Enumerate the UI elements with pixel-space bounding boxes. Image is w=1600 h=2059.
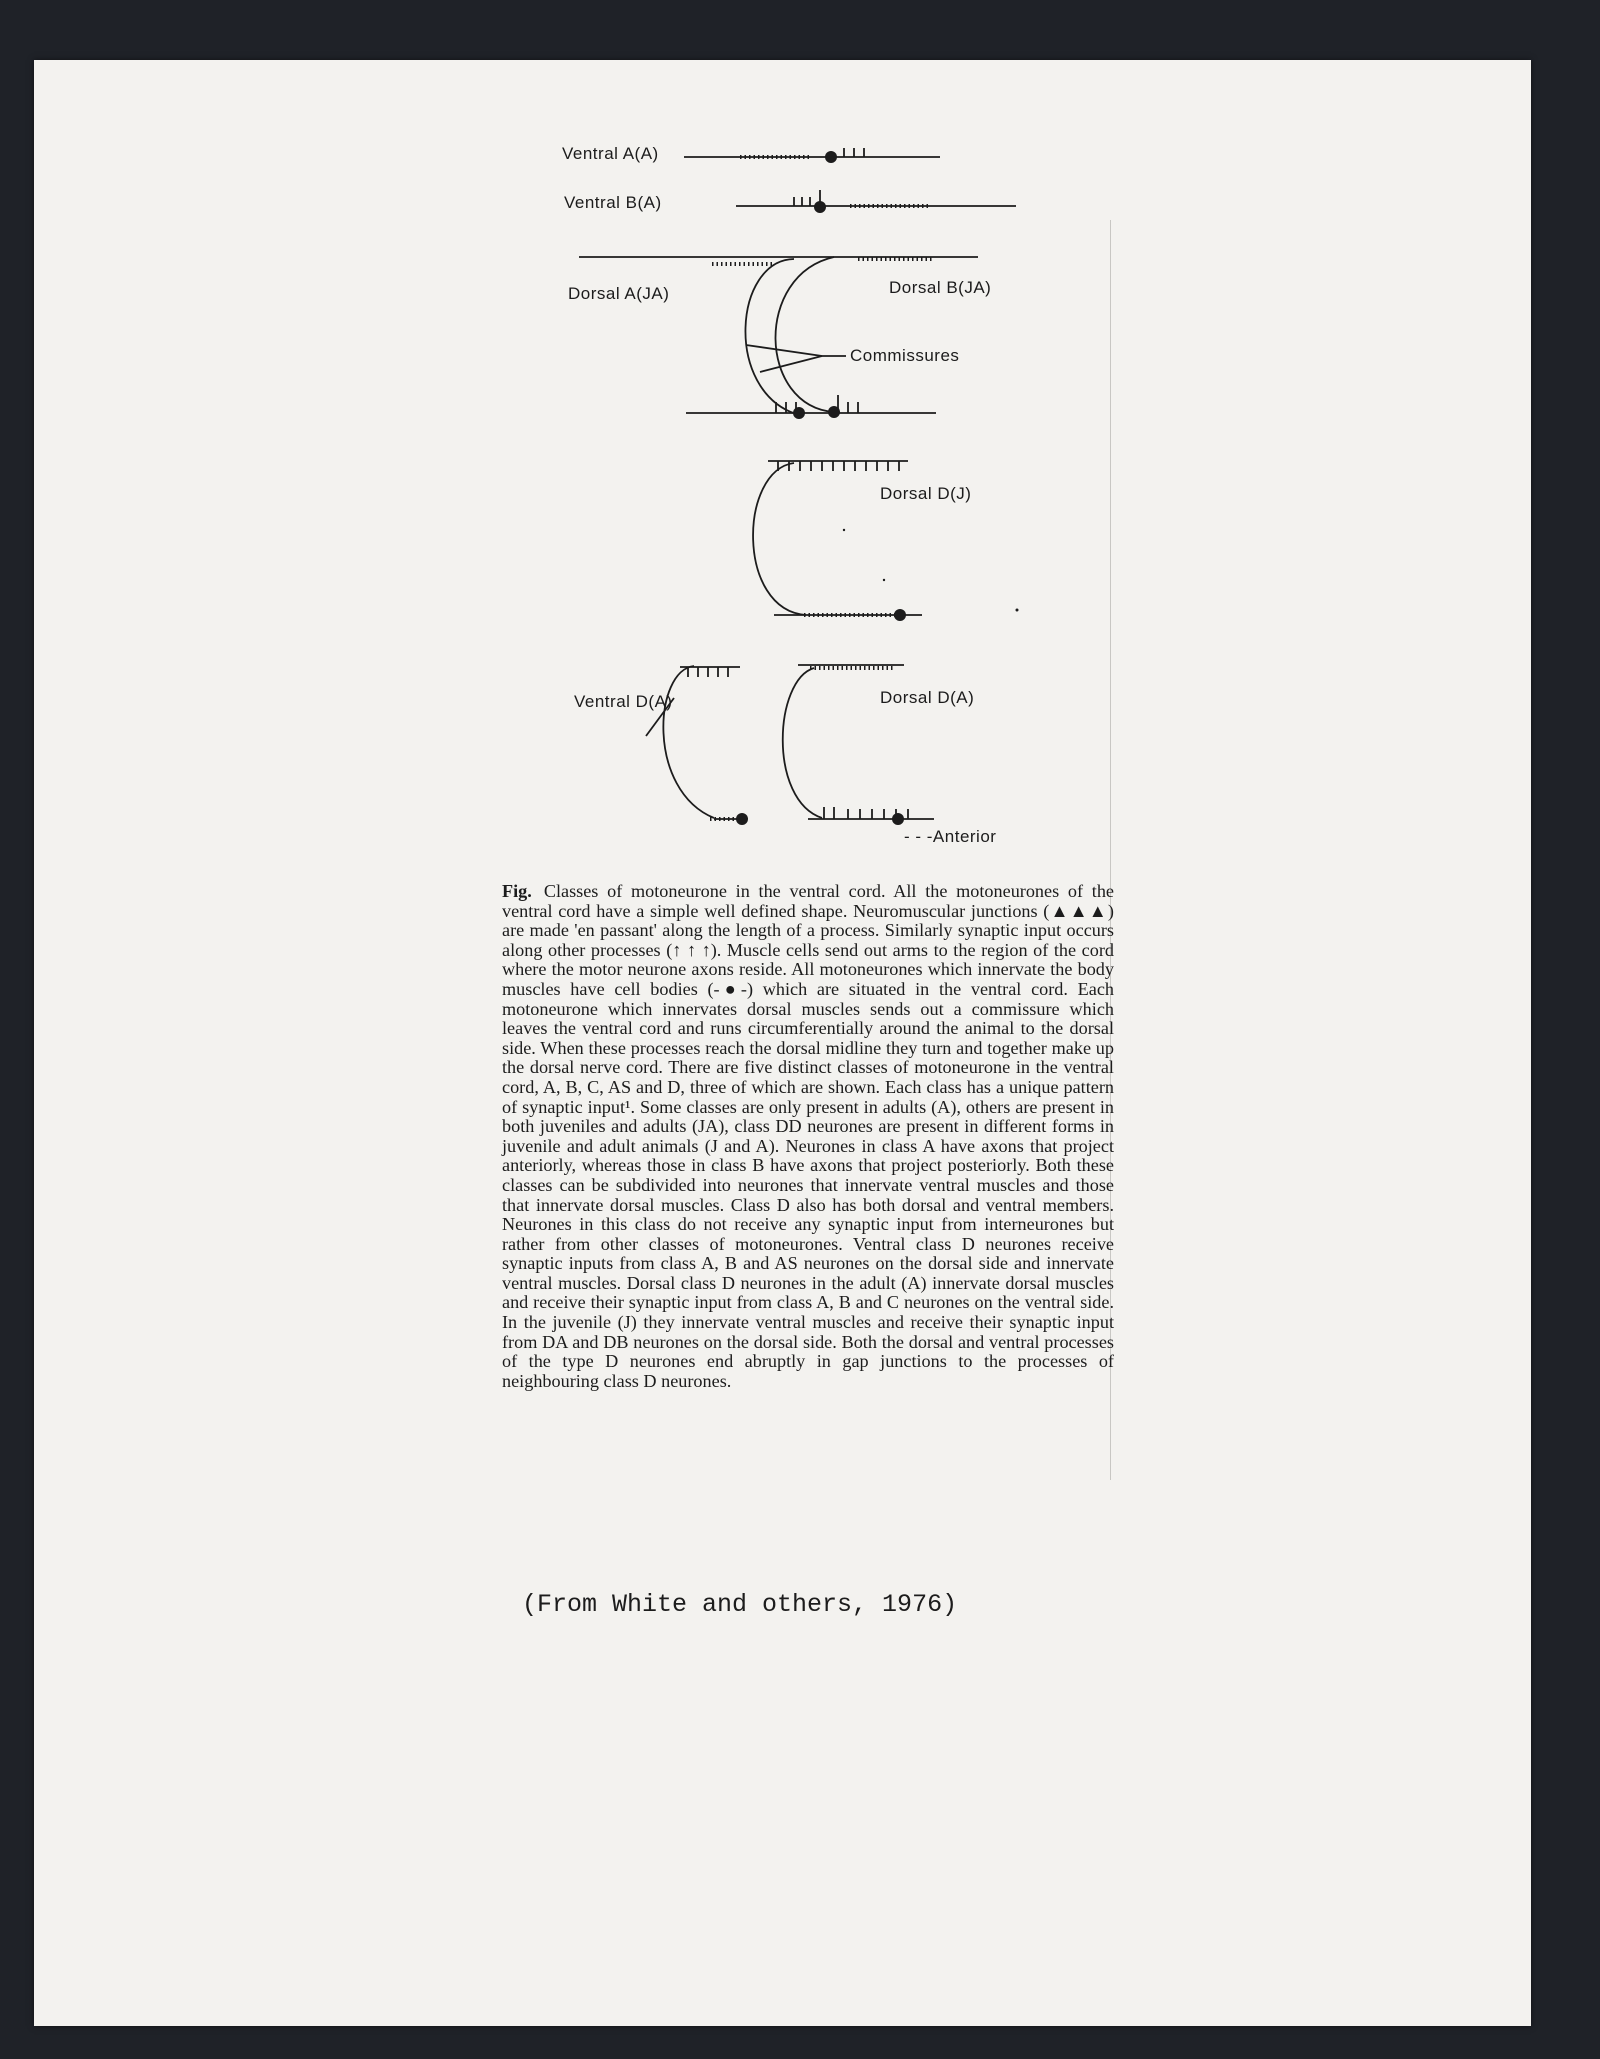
ventral-a-b-cell-body-1 [793,407,805,419]
label-dorsal-da: Dorsal D(A) [880,688,975,707]
label-dorsal-a: Dorsal A(JA) [568,284,670,303]
dorsal-dj-inputs [778,461,899,471]
label-anterior: - - -Anterior [904,827,997,846]
ventral-da-cell-body [736,813,748,825]
dorsal-b-commissure [775,257,834,412]
figure-caption [502,882,1114,1391]
commissures-pointer-2 [760,356,822,372]
motoneurone-diagram [34,60,1531,940]
motoneurone-figure [34,60,1531,940]
citation: (From White and others, 1976) [522,1590,958,1619]
label-ventral-da: Ventral D(A) [574,692,673,711]
dorsal-da-commissure [783,668,822,818]
ventral-a-b-cell-body-2 [828,406,840,418]
dorsal-a-commissure [745,259,796,414]
label-commissures [822,346,959,366]
cell-bodies [736,151,1019,825]
dorsal-dj-cell-body [894,609,906,621]
ventral-a-cell-body [825,151,837,163]
dorsal-da-cell-body [892,813,904,825]
ventral-da-commissure [663,666,714,818]
label-ventral-b: Ventral B(A) [564,193,662,212]
ventral-b-cell-body [814,201,826,213]
label-commissures-text: Commissures [850,346,960,365]
ventral-a-inputs [844,148,864,157]
commissures-pointer-1 [746,345,822,356]
document-page [34,60,1531,2026]
label-dorsal-b: Dorsal B(JA) [889,278,992,297]
caption-text: Classes of motoneurone in the ventral cord. All the motoneurones of the ventral cord have a simple well defined shape. Neuromuscular junctions (▲▲▲) are made 'en passant' along the length of a process. Similarly synaptic input occurs along other processes (↑ ↑ ↑). Muscle cells send out arms to the region of the cord where the motor neurone axons reside. All motoneurones which innervate the body muscles have cell bodies (-●-) which are situated in the ventral cord. Each motoneurone which innervates dorsal muscles sends out a commissure which leaves the ventral cord and runs circumferentially around the animal to the dorsal side. When these processes reach the dorsal midline they turn and together make up the dorsal nerve cord. There are five distinct classes of motoneurone in the ventral cord, A, B, C, AS and D, three of which are shown. Each class has a unique pattern of synaptic input¹. Some classes are only present in adults (A), others are present in both juveniles and adults (JA), class DD neurones are present in different forms in juvenile and adult animals (J and A). Neurones in class A have axons that project anteriorly, whereas those in class B have axons that project posteriorly. Both these classes can be subdivided into neurones that innervate ventral muscles and those that innervate dorsal muscles. Class D also has both dorsal and ventral members. Neurones in this class do not receive any synaptic input from interneurones but rather from other classes of motoneurones. Ventral class D neurones receive synaptic inputs from class A, B and AS neurones on the dorsal side and innervate ventral muscles. Dorsal class D neurones in the adult (A) innervate dorsal muscles and receive their synaptic input from class A, B and C neurones on the ventral side. In the juvenile (J) they innervate ventral muscles and receive their synaptic input from DA and DB neurones on the dorsal side. Both the dorsal and ventral processes of the type D neurones end abruptly in gap junctions to the processes of neighbouring class D neurones. [502,881,1114,1391]
label-dorsal-dj: Dorsal D(J) [880,484,972,503]
dorsal-dj-commissure [753,463,806,615]
ventral-da-inputs [688,667,728,677]
caption-label: Fig. [502,881,532,901]
label-ventral-a: Ventral A(A) [562,144,659,163]
